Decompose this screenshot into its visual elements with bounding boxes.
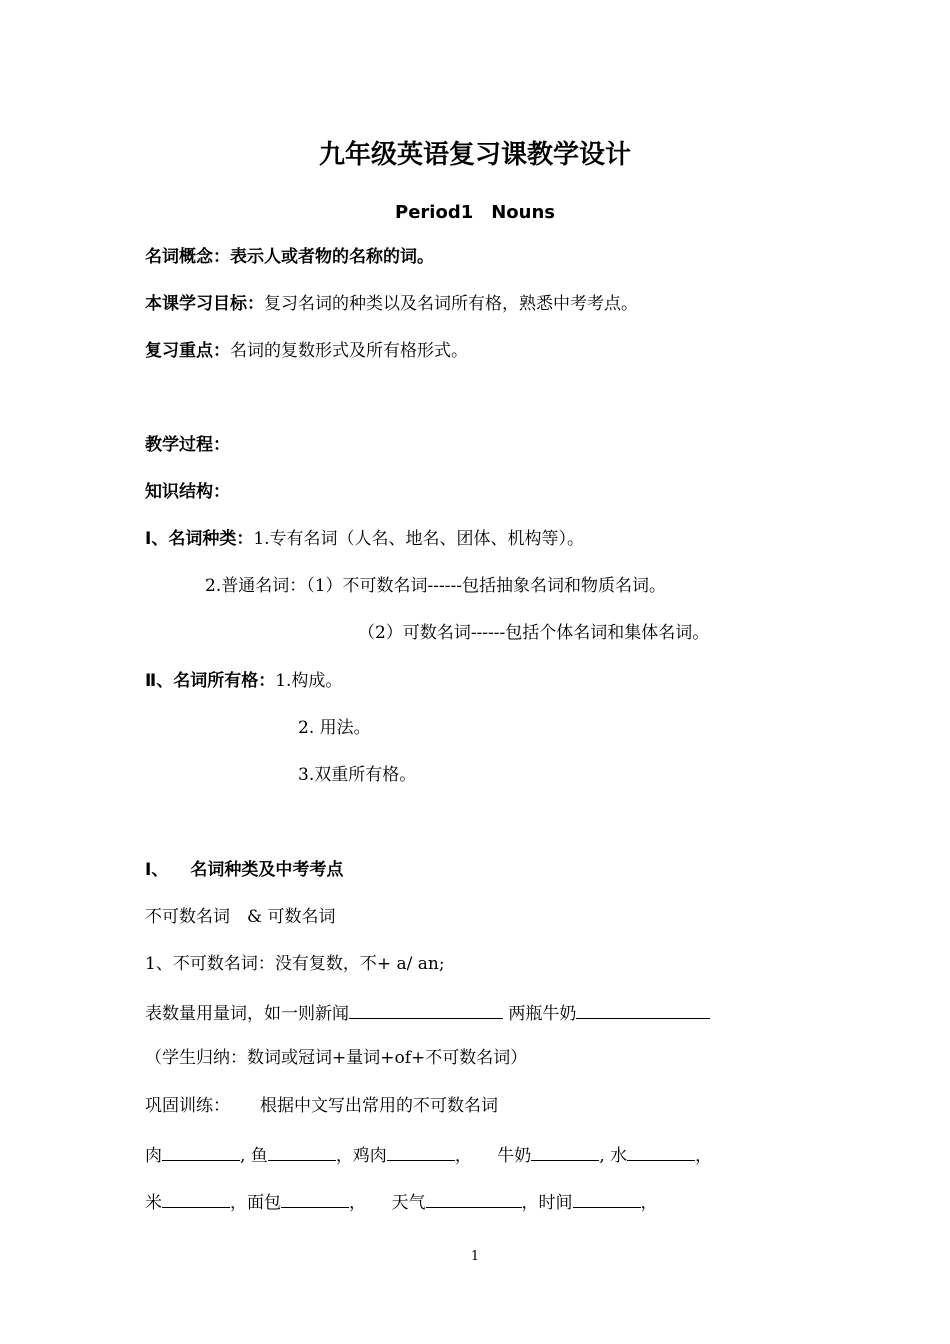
row1-end: ， [695, 1146, 713, 1166]
knowledge-structure-label: 知识结构： [145, 482, 230, 502]
measure-word-line [145, 1000, 710, 1025]
label-time: ，时间 [521, 1193, 573, 1213]
section-noun-types-label: Ⅰ、名词种类： [145, 529, 254, 549]
blank-milk-2[interactable] [531, 1142, 599, 1161]
label-fish: , 鱼 [240, 1146, 268, 1166]
blank-fish[interactable] [268, 1142, 336, 1161]
noun-concept: 名词概念：表示人或者物的名称的词。 [145, 247, 434, 267]
learning-goal-text: 复习名词的种类以及名词所有格，熟悉中考考点。 [264, 294, 638, 314]
teaching-process-label: 教学过程： [145, 435, 230, 455]
heading-text: 名词种类及中考考点 [190, 860, 344, 880]
label-meat: 肉 [145, 1146, 162, 1166]
practice-line [145, 1095, 498, 1117]
blank-time[interactable] [573, 1189, 641, 1208]
section-noun-types [145, 528, 584, 550]
page-subtitle: Period1 Nouns [395, 202, 555, 223]
heading-noun-types-exam [145, 859, 343, 881]
student-summary: （学生归纳：数词或冠词+量词+of+不可数名词） [145, 1048, 528, 1068]
proper-noun-item: 1.专有名词（人名、地名、团体、机构等）。 [253, 529, 585, 549]
learning-goal [145, 293, 638, 315]
possessive-formation-item: 1.构成。 [275, 671, 343, 691]
uncountable-countable-line: 不可数名词 & 可数名词 [145, 907, 336, 927]
uncountable-point: 1、不可数名词：没有复数，不+ a/ an; [145, 954, 445, 974]
measure-milk-text: 两瓶牛奶 [503, 1004, 577, 1024]
double-possessive-item: 3.双重所有格。 [298, 765, 417, 785]
blank-milk[interactable] [576, 1000, 710, 1019]
page-number: 1 [470, 1249, 480, 1264]
review-focus [145, 340, 468, 362]
section-possessive-label: Ⅱ、名词所有格： [145, 671, 276, 691]
fill-row-1 [145, 1142, 712, 1167]
possessive-usage-item: 2. 用法。 [298, 718, 371, 738]
common-noun-item: 2.普通名词：（1）不可数名词------包括抽象名词和物质名词。 [205, 576, 666, 596]
measure-news-text: 表数量用量词，如一则新闻 [145, 1004, 349, 1024]
heading-numeral: Ⅰ、 [145, 860, 169, 880]
learning-goal-label: 本课学习目标： [145, 294, 264, 314]
row2-end: ， [640, 1193, 658, 1213]
page-title: 九年级英语复习课教学设计 [318, 140, 631, 170]
review-focus-text: 名词的复数形式及所有格形式。 [230, 341, 468, 361]
fill-row-2 [145, 1189, 658, 1214]
label-rice: 米 [145, 1193, 162, 1213]
countable-noun-item: （2）可数名词------包括个体名词和集体名词。 [358, 623, 710, 643]
label-water: , 水 [599, 1146, 628, 1166]
label-weather: ， 天气 [349, 1193, 426, 1213]
practice-text: 根据中文写出常用的不可数名词 [260, 1096, 498, 1116]
blank-chicken[interactable] [387, 1142, 455, 1161]
section-possessive [145, 670, 342, 692]
review-focus-label: 复习重点： [145, 341, 230, 361]
blank-weather[interactable] [426, 1189, 522, 1208]
label-chicken: ，鸡肉 [335, 1146, 387, 1166]
blank-meat[interactable] [162, 1142, 240, 1161]
blank-rice[interactable] [162, 1189, 230, 1208]
blank-news[interactable] [349, 1000, 503, 1019]
label-bread: ，面包 [230, 1193, 281, 1213]
blank-water[interactable] [627, 1142, 695, 1161]
practice-label: 巩固训练： [145, 1096, 230, 1116]
label-milk: ， 牛奶 [454, 1146, 532, 1166]
blank-bread[interactable] [281, 1189, 349, 1208]
